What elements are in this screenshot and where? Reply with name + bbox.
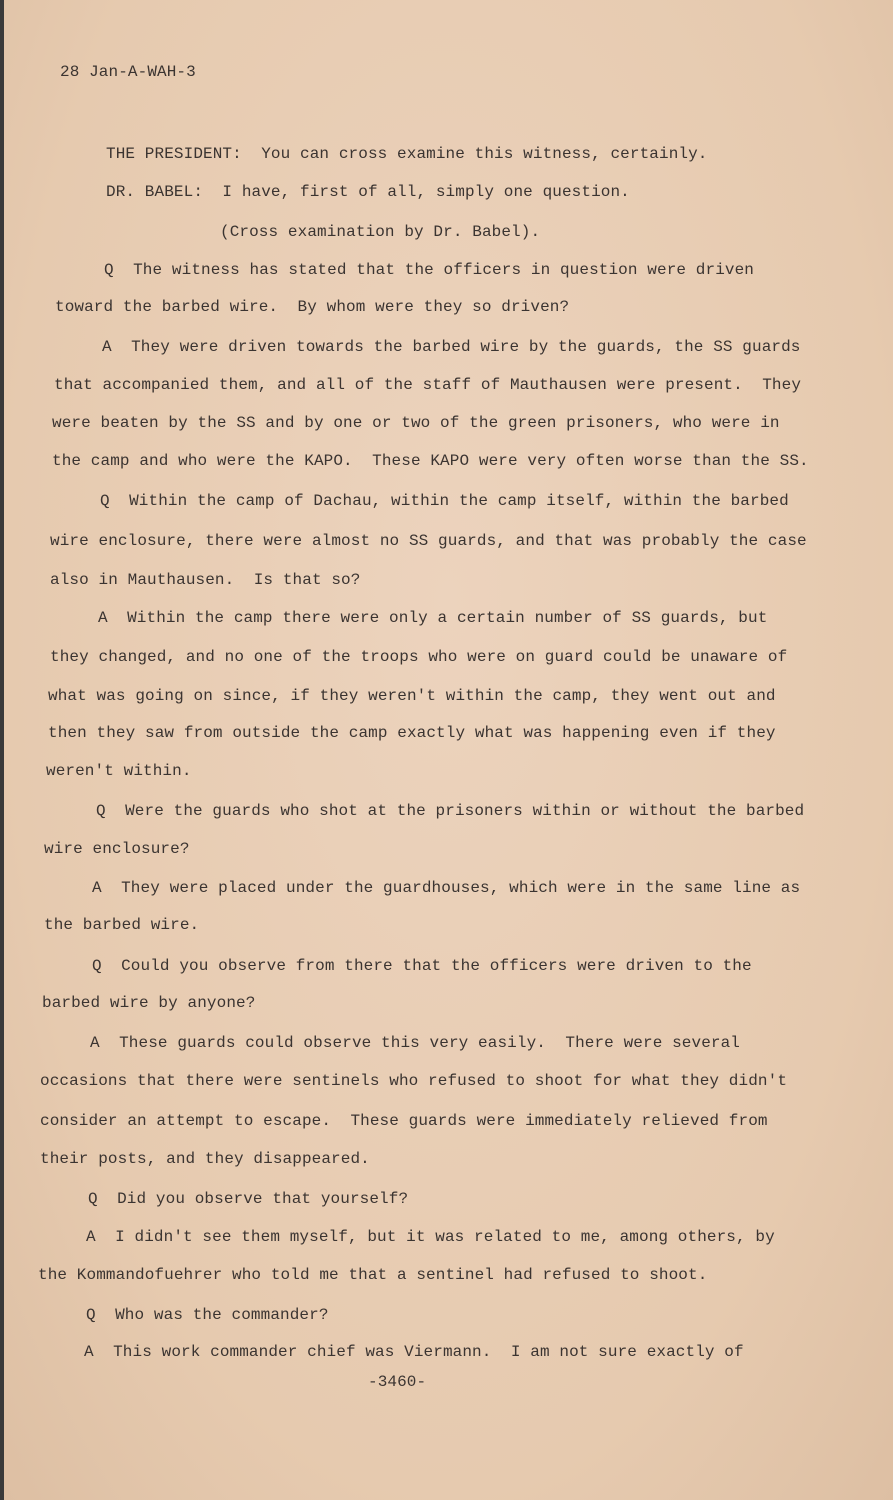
transcript-line: then they saw from outside the camp exactly what was happening even if they xyxy=(48,724,776,742)
transcript-line: Q The witness has stated that the officers in question were driven xyxy=(104,261,755,279)
transcript-line: also in Mauthausen. Is that so? xyxy=(50,571,361,589)
transcript-line: A They were placed under the guardhouses, which were in the same line as xyxy=(92,879,801,897)
transcript-line: A They were driven towards the barbed wire by the guards, the SS guards xyxy=(102,338,801,356)
transcript-line: weren't within. xyxy=(46,762,192,780)
transcript-line: barbed wire by anyone? xyxy=(42,994,256,1012)
transcript-line: the barbed wire. xyxy=(44,916,200,934)
transcript-line: A Within the camp there were only a certain number of SS guards, but xyxy=(98,609,768,627)
transcript-line: toward the barbed wire. By whom were they so driven? xyxy=(55,298,570,316)
transcript-line: Q Who was the commander? xyxy=(86,1306,329,1324)
page-number: -3460- xyxy=(368,1373,427,1391)
transcript-line: the camp and who were the KAPO. These KAPO were very often worse than the SS. xyxy=(52,452,809,470)
transcript-line: (Cross examination by Dr. Babel). xyxy=(220,223,541,241)
transcript-line: occasions that there were sentinels who refused to shoot for what they didn't xyxy=(40,1072,788,1090)
transcript-line: their posts, and they disappeared. xyxy=(40,1150,370,1168)
transcript-line: A I didn't see them myself, but it was related to me, among others, by xyxy=(86,1228,775,1246)
document-reference: 28 Jan-A-WAH-3 xyxy=(60,63,196,81)
transcript-line: what was going on since, if they weren't within the camp, they went out and xyxy=(48,687,776,705)
transcript-line: wire enclosure? xyxy=(44,840,190,858)
transcript-line: consider an attempt to escape. These guards were immediately relieved from xyxy=(40,1112,768,1130)
transcript-line: the Kommandofuehrer who told me that a sentinel had refused to shoot. xyxy=(38,1266,708,1284)
transcript-line: A This work commander chief was Viermann. I am not sure exactly of xyxy=(84,1343,744,1361)
transcript-line: A These guards could observe this very easily. There were several xyxy=(90,1034,741,1052)
transcript-line: that accompanied them, and all of the staff of Mauthausen were present. They xyxy=(54,376,802,394)
document-page xyxy=(4,0,893,1500)
transcript-line: they changed, and no one of the troops who were on guard could be unaware of xyxy=(50,648,788,666)
transcript-line: THE PRESIDENT: You can cross examine this witness, certainly. xyxy=(106,145,708,163)
transcript-line: were beaten by the SS and by one or two of the green prisoners, who were in xyxy=(52,414,780,432)
transcript-line: Q Within the camp of Dachau, within the camp itself, within the barbed xyxy=(100,492,789,510)
transcript-line: Q Could you observe from there that the officers were driven to the xyxy=(92,957,752,975)
transcript-line: DR. BABEL: I have, first of all, simply one question. xyxy=(106,183,630,201)
transcript-line: wire enclosure, there were almost no SS guards, and that was probably the case xyxy=(50,532,807,550)
transcript-line: Q Did you observe that yourself? xyxy=(88,1190,409,1208)
transcript-line: Q Were the guards who shot at the prisoners within or without the barbed xyxy=(96,802,805,820)
